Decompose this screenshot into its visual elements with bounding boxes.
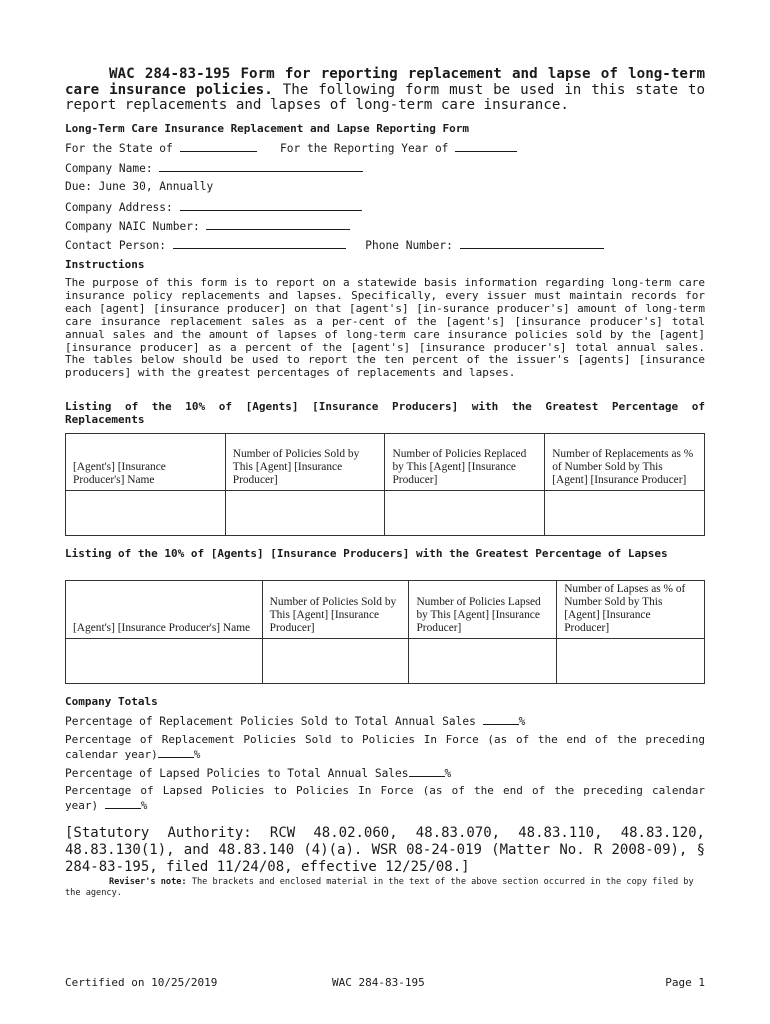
phone-label: Phone Number: [365,239,453,252]
phone-input-line[interactable] [460,238,604,249]
lapses-cell-name[interactable] [66,639,263,684]
replacements-col-replaced: Number of Policies Replaced by This [Agent] [Insurance Producer] [385,434,545,491]
totals-line-4-text: Percentage of Lapsed Policies to Policies In Force (as of the end of the preceding calendar year) [65,784,705,812]
section-title [65,67,705,114]
totals-line-3-text: Percentage of Lapsed Policies to Total Annual Sales [65,767,409,780]
percent-sign: % [140,798,148,812]
company-address-input-line[interactable] [180,200,362,211]
company-name-label: Company Name: [65,162,153,175]
replacements-col-name: [Agent's] [Insurance Producer's] Name [66,434,226,491]
percent-sign: % [193,747,201,761]
lapses-col-lapsed: Number of Policies Lapsed by This [Agent] [Insurance Producer] [409,581,557,639]
totals-line-2-input[interactable] [158,747,194,758]
revisers-note [65,877,705,899]
totals-line-4-input[interactable] [105,798,141,809]
naic-label: Company NAIC Number: [65,220,200,233]
revisers-note-text: The brackets and enclosed material in the text of the above section occurred in the copy filed by the agency. [65,877,694,898]
lapses-col-name: [Agent's] [Insurance Producer's] Name [66,581,263,639]
lapses-cell-percent[interactable] [557,639,705,684]
year-input-line[interactable] [455,141,517,152]
totals-line-3-input[interactable] [409,766,445,777]
totals-line-1 [65,714,525,728]
replacements-cell-replaced[interactable] [385,491,545,536]
replacements-cell-name[interactable] [66,491,226,536]
contact-input-line[interactable] [173,238,346,249]
lapses-cell-sold[interactable] [262,639,409,684]
naic-line [65,219,350,233]
totals-line-1-input[interactable] [483,714,519,725]
form-title: Long-Term Care Insurance Replacement and Lapse Reporting Form [65,122,469,135]
percent-sign: % [518,715,526,728]
replacements-header-row [66,434,705,491]
company-name-input-line[interactable] [159,161,363,172]
revisers-note-label: Reviser's note: [109,877,187,887]
lapses-col-sold: Number of Policies Sold by This [Agent] [Insurance Producer] [262,581,409,639]
totals-line-4 [65,785,705,813]
instructions-heading: Instructions [65,258,145,271]
section-title-bold: WAC 284-83-195 Form for reporting replacement and lapse of long-term care insurance policies. [65,66,705,98]
replacements-cell-sold[interactable] [225,491,385,536]
totals-line-2-text: Percentage of Replacement Policies Sold to Policies In Force (as of the end of the preceding calendar year) [65,733,705,761]
totals-line-1-text: Percentage of Replacement Policies Sold to Total Annual Sales [65,715,476,728]
footer-certified: Certified on 10/25/2019 [65,976,218,989]
year-label: For the Reporting Year of [280,142,449,155]
lapses-col-percent: Number of Lapses as % of Number Sold by This [Agent] [Insurance Producer] [557,581,705,639]
state-input-line[interactable] [180,141,257,152]
company-name-line [65,161,363,175]
company-address-label: Company Address: [65,201,173,214]
lapses-cell-lapsed[interactable] [409,639,557,684]
footer-page: Page 1 [665,976,705,989]
statutory-authority: [Statutory Authority: RCW 48.02.060, 48.83.070, 48.83.110, 48.83.120, 48.83.130(1), and 48.83.140 (4)(a). WSR 08-24-019 (Matter No. R 2008-09), § 284-83-195, filed 11/24/08, effective 12/25/08.] [65,825,705,875]
footer-code: WAC 284-83-195 [332,976,425,989]
totals-line-3 [65,766,451,780]
state-label: For the State of [65,142,173,155]
replacements-table [65,433,705,536]
lapses-table [65,580,705,684]
naic-input-line[interactable] [206,219,350,230]
state-year-line [65,141,517,155]
replacements-col-sold: Number of Policies Sold by This [Agent] [Insurance Producer] [225,434,385,491]
replacements-table-heading: Listing of the 10% of [Agents] [Insurance Producers] with the Greatest Percentage of Replacements [65,400,705,426]
due-line: Due: June 30, Annually [65,180,214,193]
contact-label: Contact Person: [65,239,167,252]
instructions-body: The purpose of this form is to report on a statewide basis information regarding long-term care insurance policy replacements and lapses. Specifically, every issuer must maintain records for each [agent] [insurance producer] on that [agent's] [in-surance producer's] amount of long-term care insurance replacement sales as a per-cent of the [agent's] [insurance producer's] total annual sales and the amount of lapses of long-term care insurance policies sold by the [agent] [insurance producer] as a percent of the [agent's] [insurance producer's] total annual sales. The tables below should be used to report the ten percent of the issuer's [agents] [insurance producers] with the greatest percentages of replacements and lapses. [65,276,705,380]
company-address-line [65,200,362,214]
percent-sign: % [444,767,452,780]
contact-phone-line [65,238,604,252]
totals-line-2 [65,734,705,762]
table-row [66,491,705,536]
replacements-cell-percent[interactable] [545,491,705,536]
lapses-table-heading: Listing of the 10% of [Agents] [Insurance Producers] with the Greatest Percentage of Lapses [65,547,668,560]
table-row [66,639,705,684]
lapses-header-row [66,581,705,639]
section-title-text: The following form must be used in this state to report replacements and lapses of long-term care insurance. [65,81,705,114]
company-totals-heading: Company Totals [65,695,158,708]
replacements-col-percent: Number of Replacements as % of Number Sold by This [Agent] [Insurance Producer] [545,434,705,491]
